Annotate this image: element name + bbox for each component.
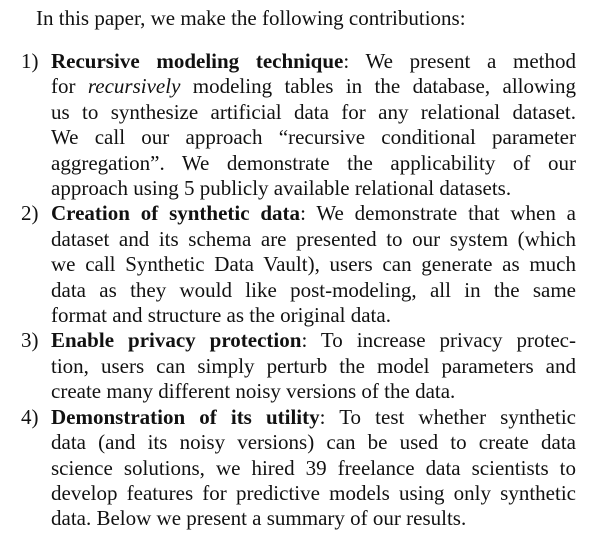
item-text: we call Synthetic Data Vault), users can generate as much [51,252,576,277]
item-line [51,151,576,176]
item-line [51,125,576,150]
item-line [51,405,576,430]
item-text: aggregation”. We demonstrate the applicability of our [51,150,576,175]
item-text: : To increase privacy protec- [301,328,576,353]
item-line [51,201,576,226]
item-text: data. Below we present a summary of our results. [51,506,467,531]
item-text: : We demonstrate that when a [300,201,577,226]
item-title: Enable privacy protection [51,328,302,353]
item-text: for [51,74,88,99]
item-title: Creation of synthetic data [51,201,301,226]
item-text: tion, users can simply perturb the model parameters and [51,353,576,378]
item-line [51,379,576,404]
item-line [51,430,576,455]
item-number: 3) [21,328,39,353]
item-title: Recursive modeling technique [51,49,344,73]
item-text: We call our approach “recursive conditional parameter [51,125,576,150]
item-line [51,456,576,481]
item-text: approach using 5 publicly available relational datasets. [51,176,512,201]
item-number: 4) [21,404,39,429]
contribution-item [0,328,597,404]
item-body [51,405,576,532]
item-line [51,252,576,277]
item-line [51,303,576,328]
item-text: : We present a method [343,49,577,73]
item-number: 1) [21,49,39,73]
item-body [51,328,576,404]
item-line [51,100,576,125]
item-body [51,49,576,201]
item-text: dataset and its schema are presented to our system (which [51,226,576,251]
item-text: : To test whether synthetic [319,404,576,429]
item-line [51,278,576,303]
item-text: modeling tables in the database, allowing [180,74,576,99]
contributions-list [0,49,597,532]
emphasis-text: recursively [87,74,181,99]
contribution-item [0,201,597,328]
item-line [51,328,576,353]
item-line [51,49,576,74]
item-number: 2) [21,201,39,226]
item-text: data as they would like post-modeling, all in the same [51,277,576,302]
item-text: science solutions, we hired 39 freelance data scientists to [51,455,576,480]
item-line [51,354,576,379]
item-line [51,176,576,201]
item-line [51,227,576,252]
item-title: Demonstration of its utility [51,404,320,429]
item-text: data (and its noisy versions) can be used to create data [51,430,576,455]
item-line [51,74,576,99]
intro-paragraph: In this paper, we make the following contributions: [36,6,466,30]
item-text: develop features for predictive models using only synthetic [51,480,576,505]
item-text: format and structure as the original data. [51,303,391,328]
item-text: us to synthesize artificial data for any relational dataset. [51,99,576,124]
item-line [51,481,576,506]
item-body [51,201,576,328]
item-text: create many different noisy versions of the data. [51,379,456,404]
contribution-item [0,405,597,532]
item-line [51,506,576,531]
contribution-item [0,49,597,201]
